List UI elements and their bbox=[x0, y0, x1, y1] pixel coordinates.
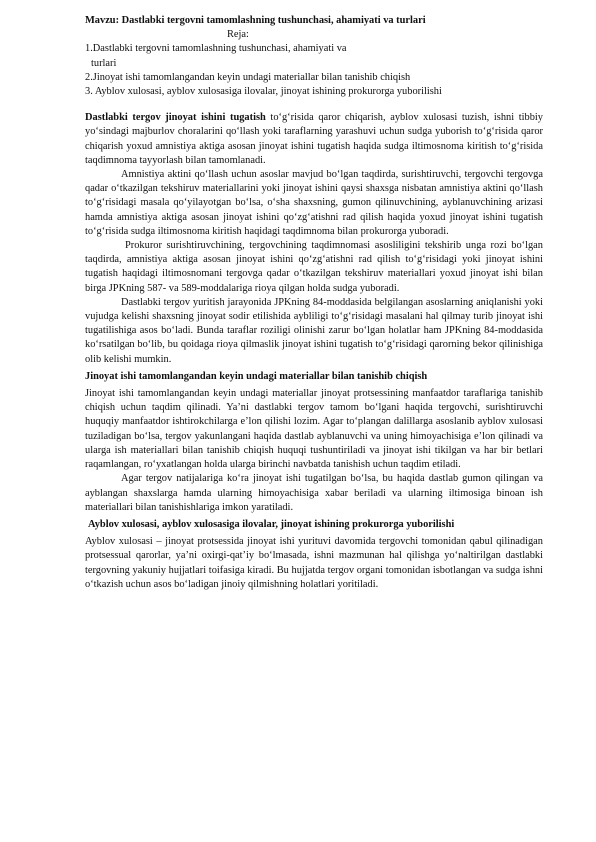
plan-item-2: 2.Jinoyat ishi tamomlangandan keyin undagi materiallar bilan tanishib chiqish bbox=[85, 71, 411, 83]
plan-item-3: 3. Ayblov xulosasi, ayblov xulosasiga ilovalar, jinoyat ishining prokurorga yuborilishi bbox=[85, 86, 442, 98]
document-body bbox=[85, 14, 543, 592]
section1-paragraph-2: Amnistiya aktini qo‘llash uchun asoslar mavjud bo‘lgan taqdirda, surishtiruvchi, tergovchi tergovga qadar o‘tkazilgan tekshiruv materiallarini yoki jinoyat ishini qaysi shaxsga nisbatan amnistiya aktini qo‘llash to‘g‘risidagi masala qo‘yilayotgan bo‘lsa, o‘sha shaxsning, gumon qilinuvchining, ayblanuvchining arizasi hamda amnistiya aktiga asosan jinoyat ishini qo‘zg‘atishni rad qilish haqida yoxud jinoyat ishini tugatish to‘g‘risida sudga iltimosnoma kiritish haqidagi taqdimnoma bilan prokurorga yuboradi. bbox=[85, 169, 543, 237]
section3-paragraph-1: Ayblov xulosasi – jinoyat protsessida jinoyat ishi yurituvi davomida tergovchi tomonidan qabul qilinadigan protsessual qarorlar, ya’ni oxirgi-qat’iy bo‘lmasada, ishni mazmunan hal qilishga yo‘naltirilgan dastlabki tergovning yakuniy hujjatlari toifasiga kiradi. Bu hujjatda tergov organi tomonidan isbotlangan va sudga ishni o‘tkazish uchun asos bo‘ladigan jinoiy qilmishning holatlari yoritiladi. bbox=[85, 536, 543, 590]
section2-paragraph-1: Jinoyat ishi tamomlangandan keyin undagi materiallar jinoyat protsessining manfaatdor taraflariga tanishib chiqish uchun taqdim qilinadi. Ya’ni dastlabki tergov tamom bo‘lgani haqida tergovchi, surishtiruvchi huquqiy manfaatdor ishtirokchilarga e’lon qilishi lozim. Agar to‘plangan dalillarga asoslanib ayblov xulosasi tuziladigan bo‘lsa, tergov yakunlangani haqida dastlab ayblanuvchi va uning himoyachisiga e’lon qilinadi va ularga ish materiallari bilan tanishib chiqish huquqi tushuntiriladi va jinoyat ishi tikilgan va har bir betlari raqamlangan, ro‘yxatlangan holda ularga birinchi navbatda tanishish uchun taqdim etiladi. bbox=[85, 388, 543, 471]
section2-paragraph-2: Agar tergov natijalariga ko‘ra jinoyat ishi tugatilgan bo‘lsa, bu haqida dastlab gumon qilingan va ayblangan shaxslarga hamda ularning himoyachisiga xabar beriladi va ularning iltimosiga binoan ish materiallari bilan tanishishlariga imkon yaratiladi. bbox=[85, 473, 543, 513]
section1-p1-text: to‘g‘risida qaror chiqarish, ayblov xulosasi tuzish, ishni tibbiy yo‘sindagi majburlov choralarini qo‘llash yoki taraflarning yarashuvi uchun sudga yuborish to‘g‘risida qaror chiqarish yoxud amnistiya aktiga asosan jinoyat ishini tugatish haqida sudga iltimosnoma kiritish to‘g‘risida taqdimnoma tayyorlash bilan tamomlanadi. bbox=[85, 112, 544, 166]
plan-heading: Reja: bbox=[227, 29, 249, 41]
section2-heading: Jinoyat ishi tamomlangandan keyin undagi materiallar bilan tanishib chiqish bbox=[85, 370, 428, 382]
section1-paragraph-1 bbox=[85, 111, 543, 168]
document-title: Mavzu: Dastlabki tergovni tamomlashning tushunchasi, ahamiyati va turlari bbox=[85, 15, 426, 26]
plan-item-1-cont: turlari bbox=[91, 57, 117, 69]
section1-paragraph-3: Prokuror surishtiruvchining, tergovchining taqdimnomasi asosliligini tekshirib unga rozi bo‘lgan taqdirda, amnistiya aktiga asosan jinoyat ishini qo‘zg‘atishni rad qilish to‘g‘risidagi yoki jinoyat ishini tugatish haqidagi iltimosnomani tergovga qadar o‘tkazilgan tekshiruv materiallari yoxud jinoyat ishi bilan birga JPKning 587- va 589-moddalariga rioya qilgan holda sudga yuboradi. bbox=[85, 240, 543, 294]
section3-heading: Ayblov xulosasi, ayblov xulosasiga ilovalar, jinoyat ishining prokurorga yuborilishi bbox=[88, 518, 455, 530]
plan-item-1: 1.Dastlabki tergovni tamomlashning tushunchasi, ahamiyati va bbox=[85, 43, 347, 55]
spacer bbox=[85, 99, 543, 111]
section1-lead-bold: Dastlabki tergov jinoyat ishini tugatish bbox=[85, 112, 266, 124]
section1-paragraph-4: Dastlabki tergov yuritish jarayonida JPKning 84-moddasida belgilangan asoslarning aniqlanishi yoki vujudga kelishi shaxsning jinoyat sodir etilishida aybliligi to‘g‘risidagi masalani hal qilmay turib jinoyat ishi tugatilishiga asos bo‘ladi. Bunda taraflar roziligi olinishi zarur bo‘lgan holatlar ham JPKning 84-moddasida ko‘rsatilgan bo‘lib, bu qoidaga rioya qilmaslik jinoyat ishini tugatish to‘g‘risidagi qarorning bekor qilinishiga olib kelishi mumkin. bbox=[85, 296, 543, 365]
